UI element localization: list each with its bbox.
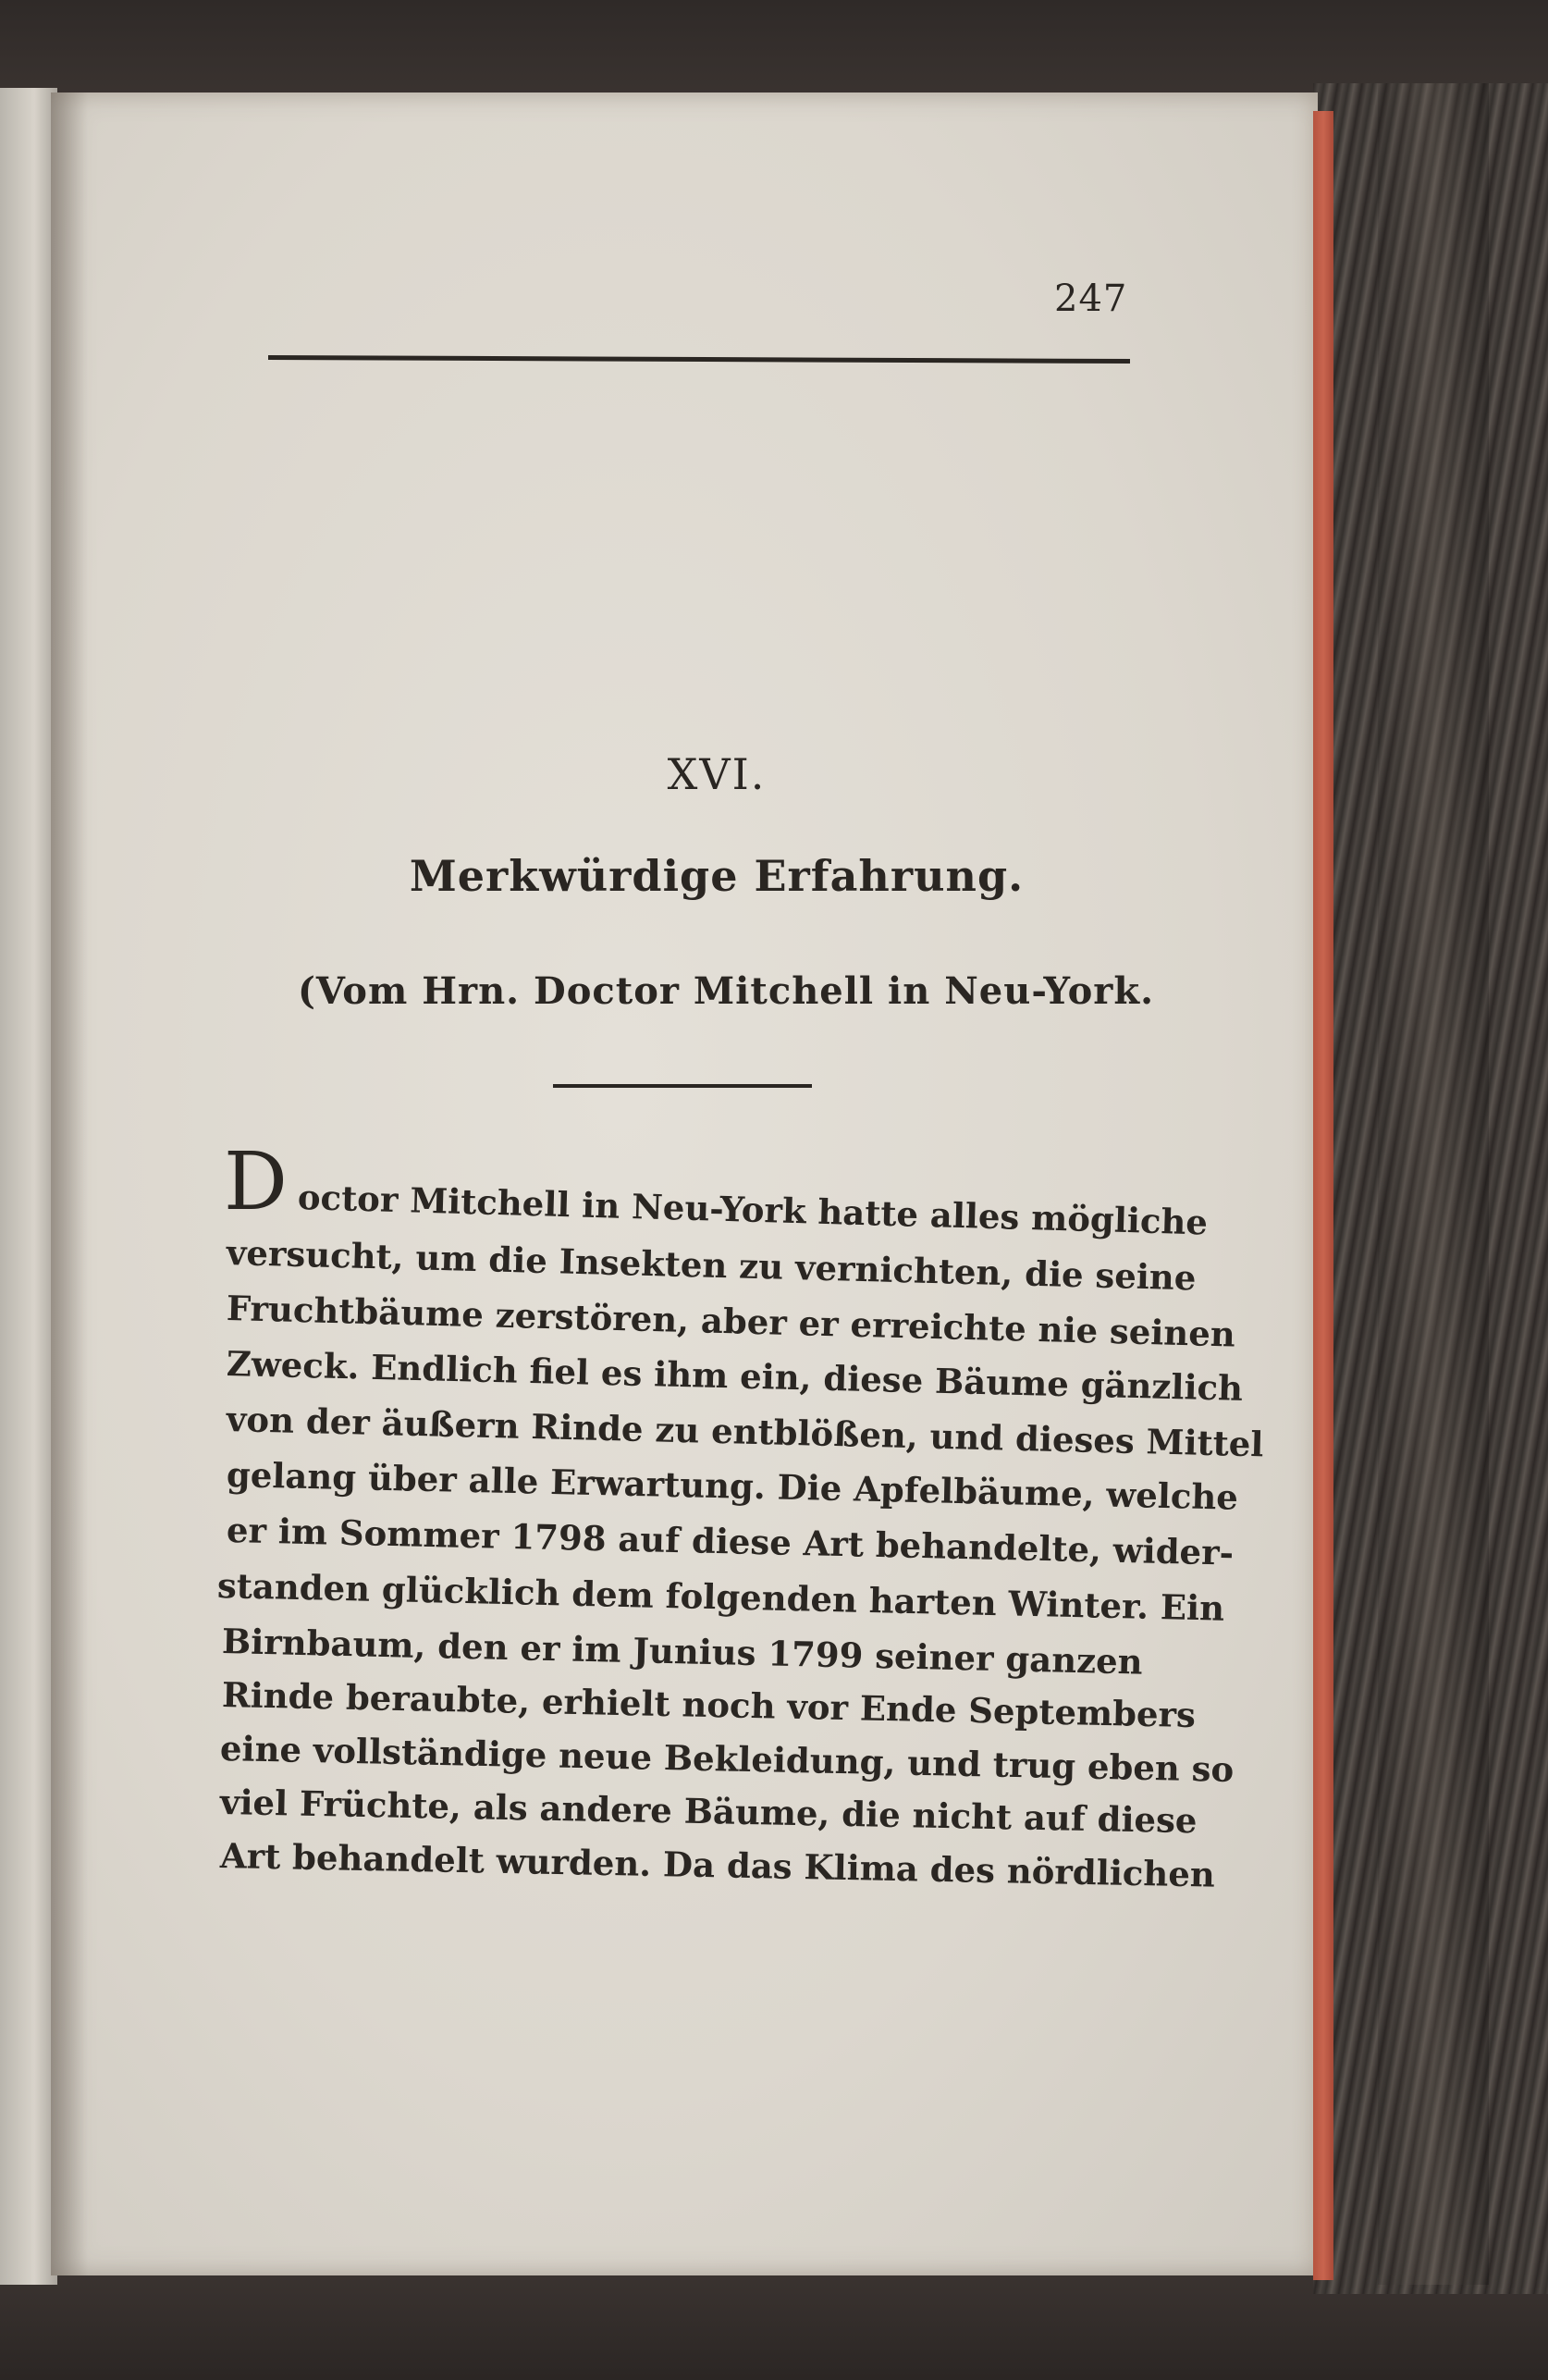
facing-page-edge bbox=[0, 88, 57, 2285]
drop-cap: D bbox=[224, 1136, 288, 1228]
chapter-subtitle: (Vom Hrn. Doctor Mitchell in Neu-York. bbox=[297, 969, 1155, 1013]
book-cover-edge bbox=[1378, 83, 1489, 2285]
red-page-edge bbox=[1313, 111, 1333, 2280]
chapter-title: Merkwürdige Erfahrung. bbox=[409, 851, 1025, 901]
gutter-shadow bbox=[51, 92, 88, 2275]
scanned-book-page: 247 XVI. Merkwürdige Erfahrung. (Vom Hrn. Doctor Mitchell in Neu-York. D octor Mitchell in Neu-York hatte alles mögliche versucht, um die Insekten zu vernichten, die seine Fruchtbäume zerstören, aber er erreichte nie seinen Zweck. Endlich fiel es ihm ein, diese Bäume gänzlich von der äußern Rinde zu entblößen, und dieses Mittel gelang über alle Erwartung. Die Apfelbäume, welche er im Sommer 1798 auf diese Art behandelte, wider- standen glücklich dem folgenden harten Winter. Ein Birnbaum, den er im Junius 1799 seiner ganzen Rinde beraubte, erhielt noch vor Ende Septembers eine vollständige neue Bekleidung, und trug eben so viel Früchte, als andere Bäume, die nicht auf diese Art behandelt wurden. Da das Klima des nördlichen bbox=[0, 0, 1548, 2380]
section-rule bbox=[553, 1084, 812, 1088]
page-number: 247 bbox=[1054, 277, 1128, 320]
chapter-number: XVI. bbox=[667, 749, 767, 799]
